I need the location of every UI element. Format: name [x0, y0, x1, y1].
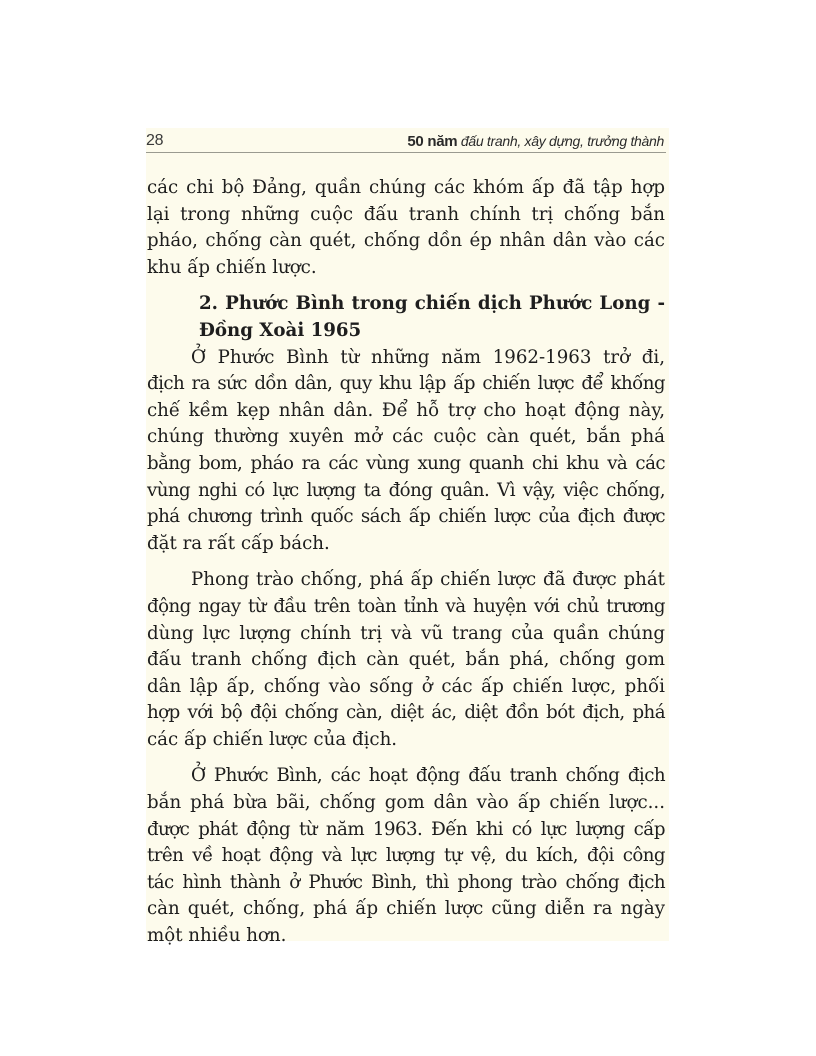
text-line: các chi bộ Đảng, quần chúng các khóm ấp đã tập hợp [147, 177, 665, 198]
text-line: địch ra sức dồn dân, quy khu lập ấp chiến lược để khống [147, 373, 665, 395]
paragraph-1 [147, 345, 665, 558]
text-line: càn quét, chống, phá ấp chiến lược cũng diễn ra ngày [147, 898, 665, 920]
text-line: Ở Phước Bình từ những năm 1962-1963 trở đi, [191, 346, 665, 368]
text-line: chúng thường xuyên mở các cuộc càn quét, bắn phá [147, 426, 665, 448]
text-line: một nhiều hơn. [147, 925, 287, 947]
text-line: khu ấp chiến lược. [147, 256, 317, 278]
paragraph-3 [147, 763, 665, 949]
text-line: được phát động từ năm 1963. Đến khi có lực lượng cấp [147, 818, 665, 840]
text-line: đặt ra rất cấp bách. [147, 532, 330, 554]
book-title [407, 133, 664, 150]
text-line: trên về hoạt động và lực lượng tự vệ, du kích, đội công [147, 845, 665, 867]
body-text [147, 175, 665, 950]
book-title-italic: đấu tranh, xây dựng, trưởng thành [457, 133, 664, 149]
book-title-bold: 50 năm [407, 133, 458, 150]
text-line: lại trong những cuộc đấu tranh chính trị chống bắn [147, 203, 665, 225]
text-line: chế kềm kẹp nhân dân. Để hỗ trợ cho hoạt động này, [147, 399, 665, 421]
text-line: vùng nghi có lực lượng ta đóng quân. Vì vậy, việc chống, [147, 479, 665, 501]
text-line: đấu tranh chống địch càn quét, bắn phá, chống gom [147, 649, 665, 671]
text-line: các ấp chiến lược của địch. [147, 728, 398, 750]
section-heading-line: Đồng Xoài 1965 [199, 319, 362, 341]
text-line: phá chương trình quốc sách ấp chiến lược của địch được [147, 506, 665, 528]
text-line: dân lập ấp, chống vào sống ở các ấp chiến lược, phối [147, 675, 665, 697]
paragraph-2 [147, 567, 665, 753]
page-number: 28 [146, 132, 164, 149]
section-heading [147, 291, 665, 344]
text-line: pháo, chống càn quét, chống dồn ép nhân dân vào các [147, 230, 665, 252]
text-line: Ở Phước Bình, các hoạt động đấu tranh chống địch [191, 765, 665, 787]
text-line: bằng bom, pháo ra các vùng xung quanh chi khu và các [147, 452, 665, 474]
text-line: dùng lực lượng chính trị và vũ trang của quần chúng [147, 622, 665, 644]
text-line: Phong trào chống, phá ấp chiến lược đã được phát [191, 569, 665, 591]
text-line: động ngay từ đầu trên toàn tỉnh và huyện với chủ trương [147, 595, 665, 617]
paragraph-continued [147, 175, 665, 281]
text-line: hợp với bộ đội chống càn, diệt ác, diệt đồn bót địch, phá [147, 702, 665, 724]
text-line: tác hình thành ở Phước Bình, thì phong trào chống địch [147, 871, 665, 893]
section-heading-line: 2. Phước Bình trong chiến dịch Phước Long - [199, 293, 665, 315]
running-header [146, 132, 666, 153]
text-line: bắn phá bừa bãi, chống gom dân vào ấp chiến lược... [147, 792, 665, 814]
